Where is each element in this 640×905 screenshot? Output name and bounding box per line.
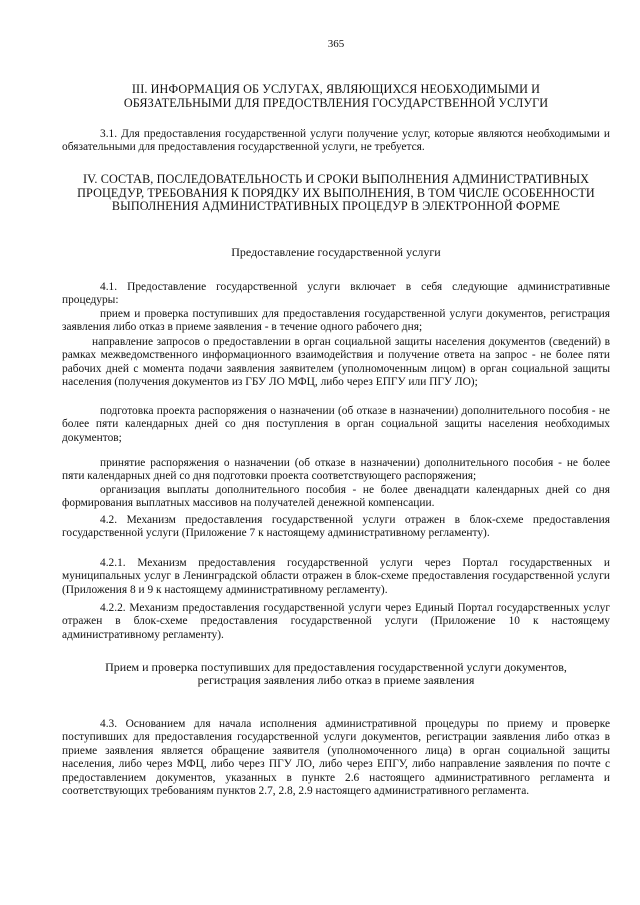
procedure-item-5: организация выплаты дополнительного пособия - не более двенадцати календарных дней со дня формирования выплатных массивов на получателей денежной компенсации. (62, 484, 610, 510)
procedure-item-4: принятие распоряжения о назначении (об отказе в назначении) дополнительного пособия - не более пяти календарных дней со дня подготовки проекта соответствующего распоряжения; (62, 457, 610, 483)
paragraph-4-2-2: 4.2.2. Механизм предоставления государственной услуги через Единый Портал государственных услуг отражен в блок-схеме предоставления государственной услуги (Приложение 10 к настоящему административному регламенту). (62, 602, 610, 641)
procedure-item-3: подготовка проекта распоряжения о назначении (об отказе в назначении) дополнительного пособия - не более пяти календарных дней со дня поступления в орган социальной защиты населения необходимых документов; (62, 405, 610, 444)
procedure-item-2: направление запросов о предоставлении в орган социальной защиты населения документов (сведений) в рамках межведомственного информационного взаимодействия и получение ответа на запрос - не более пяти рабочих дней с момента подачи заявления заявителем (уполномоченным лицом) в орган социальной защиты населения (получения документов из ГБУ ЛО МФЦ, либо через ЕПГУ или ПГУ ЛО); (62, 336, 610, 389)
procedure-item-1: прием и проверка поступивших для предоставления государственной услуги документов, регистрация заявления либо отказ в приеме заявления - в течение одного рабочего дня; (62, 308, 610, 334)
paragraph-4-1: 4.1. Предоставление государственной услуги включает в себя следующие административные процедуры: (62, 281, 610, 307)
section-4-heading: IV. СОСТАВ, ПОСЛЕДОВАТЕЛЬНОСТЬ И СРОКИ ВЫПОЛНЕНИЯ АДМИНИСТРАТИВНЫХ ПРОЦЕДУР, ТРЕБОВАНИЯ К ПОРЯДКУ ИХ ВЫПОЛНЕНИЯ, В ТОМ ЧИСЛЕ ОСОБЕННОСТИ ВЫПОЛНЕНИЯ АДМИНИСТРАТИВНЫХ ПРОЦЕДУР В ЭЛЕКТРОННОЙ ФОРМЕ (77, 172, 595, 214)
section-3-heading: III. ИНФОРМАЦИЯ ОБ УСЛУГАХ, ЯВЛЯЮЩИХСЯ НЕОБХОДИМЫМИ И ОБЯЗАТЕЛЬНЫМИ ДЛЯ ПРЕДОСТВЛЕНИЯ ГОСУДАРСТВЕННОЙ УСЛУГИ (123, 82, 549, 110)
subheading-reception: Прием и проверка поступивших для предоставления государственной услуги документов, регистрация заявления либо отказ в приеме заявления (105, 660, 567, 688)
page-number: 365 (327, 38, 345, 50)
subheading-provision: Предоставление государственной услуги (231, 245, 441, 259)
paragraph-4-2: 4.2. Механизм предоставления государственной услуги отражен в блок-схеме предоставления государственной услуги (Приложение 7 к настоящему административному регламенту). (62, 514, 610, 540)
paragraph-3-1: 3.1. Для предоставления государственной услуги получение услуг, которые являются необходимыми и обязательными для предоставления государственной услуги, не требуется. (62, 128, 610, 154)
paragraph-4-2-1: 4.2.1. Механизм предоставления государственной услуги через Портал государственных и муниципальных услуг в Ленинградской области отражен в блок-схеме предоставления государственной услуги (Приложения 8 и 9 к настоящему административному регламенту). (62, 557, 610, 596)
paragraph-4-3: 4.3. Основанием для начала исполнения административной процедуры по приему и проверке поступивших для предоставления государственной услуги документов, регистрации заявления либо отказ в приеме заявления является обращение заявителя (уполномоченного лица) в орган социальной защиты населения, либо через МФЦ, либо через ПГУ ЛО, либо через ЕПГУ, либо направление заявления по почте с предоставлением документов, указанных в пункте 2.6 настоящего административного регламента и соответствующих требованиям пунктов 2.7, 2.8, 2.9 настоящего административного регламента. (62, 718, 610, 798)
